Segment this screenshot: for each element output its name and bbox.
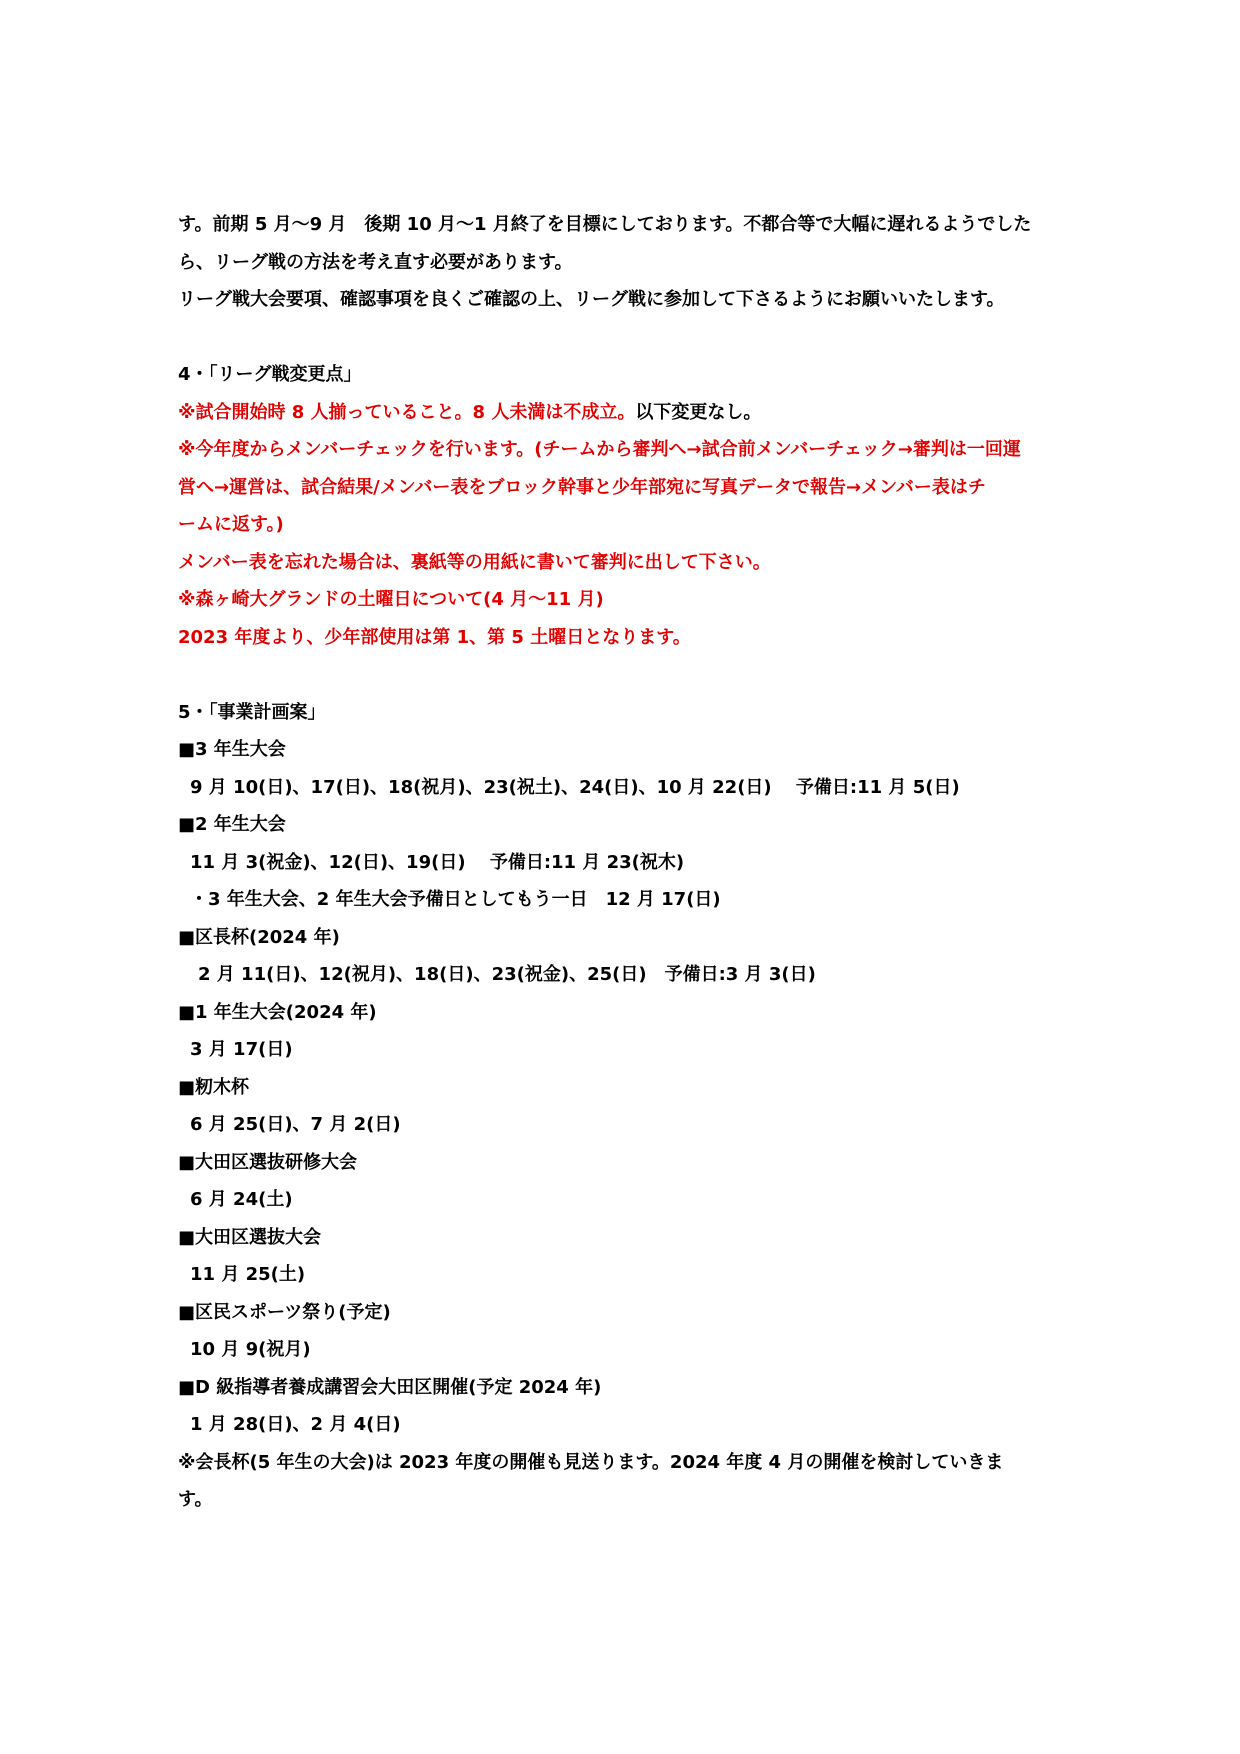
event-title: ■1 年生大会(2024 年) bbox=[178, 1001, 377, 1023]
event-title: ■大田区選抜研修大会 bbox=[178, 1151, 358, 1173]
event-dates: 6 月 24(土) bbox=[190, 1189, 293, 1210]
event-title: ■3 年生大会 bbox=[178, 739, 286, 760]
section-4-rule-2-line-1: ※今年度からメンバーチェックを行います。(チームから審判へ→試合前メンバーチェック→審判は一回運 bbox=[178, 439, 1021, 460]
event-title: ■籾木杯 bbox=[178, 1076, 250, 1098]
event-dates: 1 月 28(日)、2 月 4(日) bbox=[190, 1414, 401, 1435]
section-4-rule-3: メンバー表を忘れた場合は、裏紙等の用紙に書いて審判に出して下さい。 bbox=[178, 551, 771, 573]
section-4-rule-4: ※森ヶ崎大グランドの土曜日について(4 月〜11 月) bbox=[178, 589, 604, 610]
event-dates: 10 月 9(祝月) bbox=[190, 1339, 311, 1360]
footer-note-line-2: す。 bbox=[178, 1489, 213, 1510]
event-title: ■区民スポーツ祭り(予定) bbox=[178, 1301, 391, 1323]
event-dates: 9 月 10(日)、17(日)、18(祝月)、23(祝土)、24(日)、10 月 22(日) 予備日:11 月 5(日) bbox=[190, 776, 960, 798]
intro-line-2: ら、リーグ戦の方法を考え直す必要があります。 bbox=[178, 251, 573, 273]
rule-1-emphasis: ※試合開始時 8 人揃っていること。8 人未満は不成立。 bbox=[178, 401, 636, 423]
document-page bbox=[178, 206, 1078, 1519]
section-4-rule-5: 2023 年度より、少年部使用は第 1、第 5 土曜日となります。 bbox=[178, 626, 691, 648]
event-dates: 2 月 11(日)、12(祝月)、18(日)、23(祝金)、25(日) 予備日:3 月 3(日) bbox=[198, 964, 816, 985]
event-title: ■区長杯(2024 年) bbox=[178, 926, 340, 948]
event-title: ■2 年生大会 bbox=[178, 814, 286, 835]
spacer bbox=[178, 319, 1078, 357]
event-dates: 6 月 25(日)、7 月 2(日) bbox=[190, 1114, 401, 1135]
event-title: ■大田区選抜大会 bbox=[178, 1226, 322, 1248]
event-note: ・3 年生大会、2 年生大会予備日としてもう一日 12 月 17(日) bbox=[190, 889, 721, 910]
section-4-rule-1 bbox=[178, 394, 1078, 432]
section-4-heading: 4・「リーグ戦変更点」 bbox=[178, 364, 362, 385]
section-5-heading: 5・「事業計画案」 bbox=[178, 701, 326, 723]
spacer bbox=[178, 656, 1078, 694]
section-4-rule-2-line-3: ームに返す。) bbox=[178, 514, 284, 535]
event-dates: 3 月 17(日) bbox=[190, 1039, 293, 1060]
event-dates: 11 月 3(祝金)、12(日)、19(日) 予備日:11 月 23(祝木) bbox=[190, 851, 685, 873]
event-title: ■D 級指導者養成講習会大田区開催(予定 2024 年) bbox=[178, 1376, 602, 1398]
intro-line-3: リーグ戦大会要項、確認事項を良くご確認の上、リーグ戦に参加して下さるようにお願いいたします。 bbox=[178, 289, 1005, 310]
rule-1-note: 以下変更なし。 bbox=[635, 401, 762, 423]
section-4-rule-2-line-2: 営へ→運営は、試合結果/メンバー表をブロック幹事と少年部宛に写真データで報告→メンバー表はチ bbox=[178, 476, 986, 498]
event-dates: 11 月 25(土) bbox=[190, 1264, 306, 1285]
intro-line-1: す。前期 5 月〜9 月 後期 10 月〜1 月終了を目標にしております。不都合等で大幅に遅れるようでした bbox=[178, 214, 1032, 235]
footer-note-line-1: ※会長杯(5 年生の大会)は 2023 年度の開催も見送ります。2024 年度 4 月の開催を検討していきま bbox=[178, 1451, 1004, 1473]
